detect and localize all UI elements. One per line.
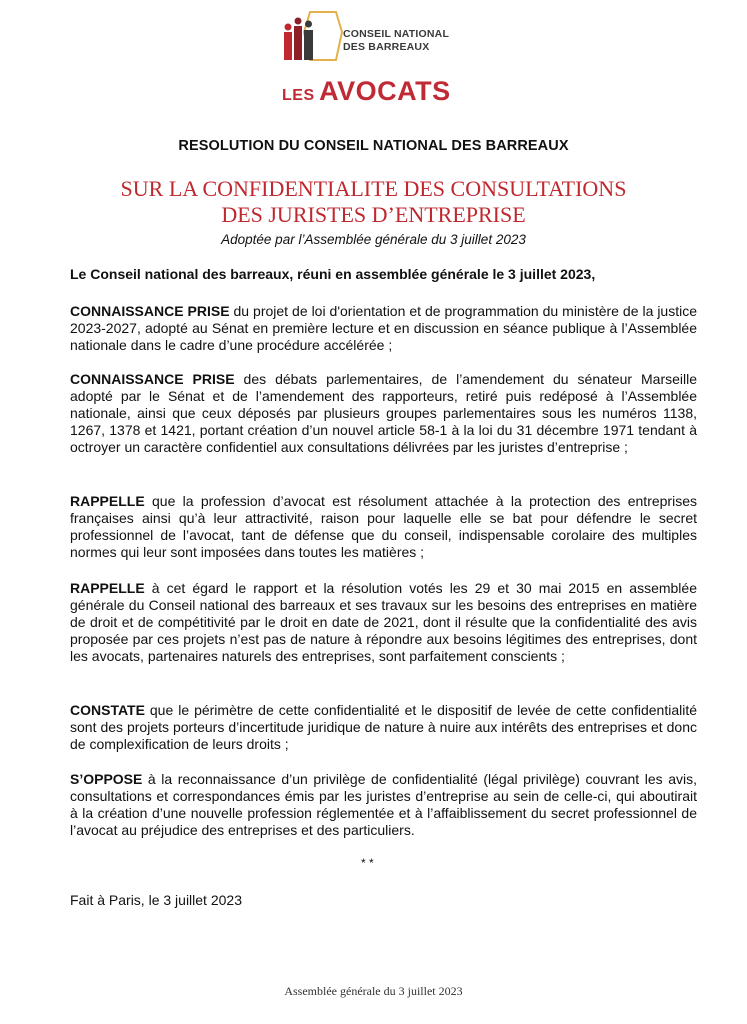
head-2 (295, 18, 302, 25)
head-3 (305, 21, 312, 28)
paragraph-text: du projet de loi d'orientation et de programmation du ministère de la justice 2023-2027, adopté au Sénat en première lecture et en discussion en séance publique à l’Assemblée nationale dans le cadre d’une procédure accélérée ; (70, 303, 697, 353)
logo-brand-prefix: LES (282, 87, 315, 104)
paragraph-text: des débats parlementaires, de l’amendement du sénateur Marseille adopté par le Sénat et de l’amendement des rapporteurs, retiré puis redéposé à l’Assemblée nationale, ainsi que ceux déposés par plusieurs groupes parlementaires sous les numéros 1138, 1267, 1378 et 1421, portant création d’un nouvel article 58-1 à la loi du 31 décembre 1971 tendant à octroyer un caractère confidentiel aux consultations délivrées par les juristes d’entreprise ; (70, 371, 698, 455)
paragraph-keyword: RAPPELLE (70, 580, 145, 596)
subject-line-1: SUR LA CONFIDENTIALITE DES CONSULTATIONS (120, 176, 627, 201)
paragraph-text: à la reconnaissance d’un privilège de confidentialité (légal privilège) couvrant les avis, consultations et correspondances émis par les juristes d’entreprise au sein de celle-ci, qui aboutirait à la création d’une nouvelle profession réglementée et à l’affaiblissement du secret professionnel de l’avocat au préjudice des entreprises et des particuliers. (70, 771, 697, 838)
cnb-logo (280, 10, 480, 110)
signoff: Fait à Paris, le 3 juillet 2023 (70, 892, 242, 908)
paragraph-connaissance-prise-2 (70, 371, 697, 456)
paragraph-keyword: CONNAISSANCE PRISE (70, 371, 235, 387)
paragraph-keyword: S’OPPOSE (70, 771, 143, 787)
logo-org-line-1: CONSEIL NATIONAL (343, 28, 450, 40)
logo-org-line-2: DES BARREAUX (343, 41, 430, 53)
logo-brand-main: AVOCATS (319, 76, 451, 106)
figure-red-2 (294, 26, 302, 60)
paragraph-soppose (70, 771, 697, 839)
paragraph-constate (70, 702, 697, 753)
paragraph-text: à cet égard le rapport et la résolution votés les 29 et 30 mai 2015 en assemblée générale du Conseil national des barreaux et ses travaux sur les besoins des entreprises en matière de droit et de compétitivité par le droit en date de 2021, dont il résulte que la confidentialité des avis proposée par ces projets n’est pas de nature à répondre aux besoins légitimes des entreprises, dont les avocats, partenaires naturels des entreprises, sont parfaitement conscients ; (70, 580, 697, 664)
paragraph-connaissance-prise-1 (70, 303, 697, 354)
resolution-subject (0, 176, 747, 228)
page-footer: Assemblée générale du 3 juillet 2023 (284, 984, 463, 998)
paragraph-keyword: CONSTATE (70, 702, 145, 718)
paragraph-rappelle-1 (70, 493, 697, 561)
subject-line-2: DES JURISTES D’ENTREPRISE (221, 202, 526, 227)
paragraph-rappelle-2 (70, 580, 697, 665)
adoption-note: Adoptée par l’Assemblée générale du 3 juillet 2023 (221, 232, 526, 247)
figure-red-1 (284, 32, 292, 60)
head-1 (285, 24, 292, 31)
paragraph-keyword: RAPPELLE (70, 493, 145, 509)
preamble: Le Conseil national des barreaux, réuni en assemblée générale le 3 juillet 2023, (70, 266, 596, 282)
paragraph-keyword: CONNAISSANCE PRISE (70, 303, 230, 319)
section-separator: * * (361, 856, 374, 870)
paragraph-text: que la profession d’avocat est résolument attachée à la protection des entreprises françaises ainsi qu’à leur attractivité, raison pour laquelle elle se bat pour défendre le secret professionnel de l’avocat, tant de défense que du conseil, indispensable corolaire des multiples normes qui leur sont imposées dans toutes les matières ; (70, 493, 697, 560)
paragraph-text: que le périmètre de cette confidentialité et le dispositif de levée de cette confidentialité sont des projets porteurs d’incertitude juridique de nature à nuire aux intérêts des entreprises et donc de complexification de leurs droits ; (70, 702, 697, 752)
resolution-title: RESOLUTION DU CONSEIL NATIONAL DES BARREAUX (178, 138, 569, 154)
figure-dark (304, 30, 313, 60)
logo-brand (282, 78, 451, 105)
